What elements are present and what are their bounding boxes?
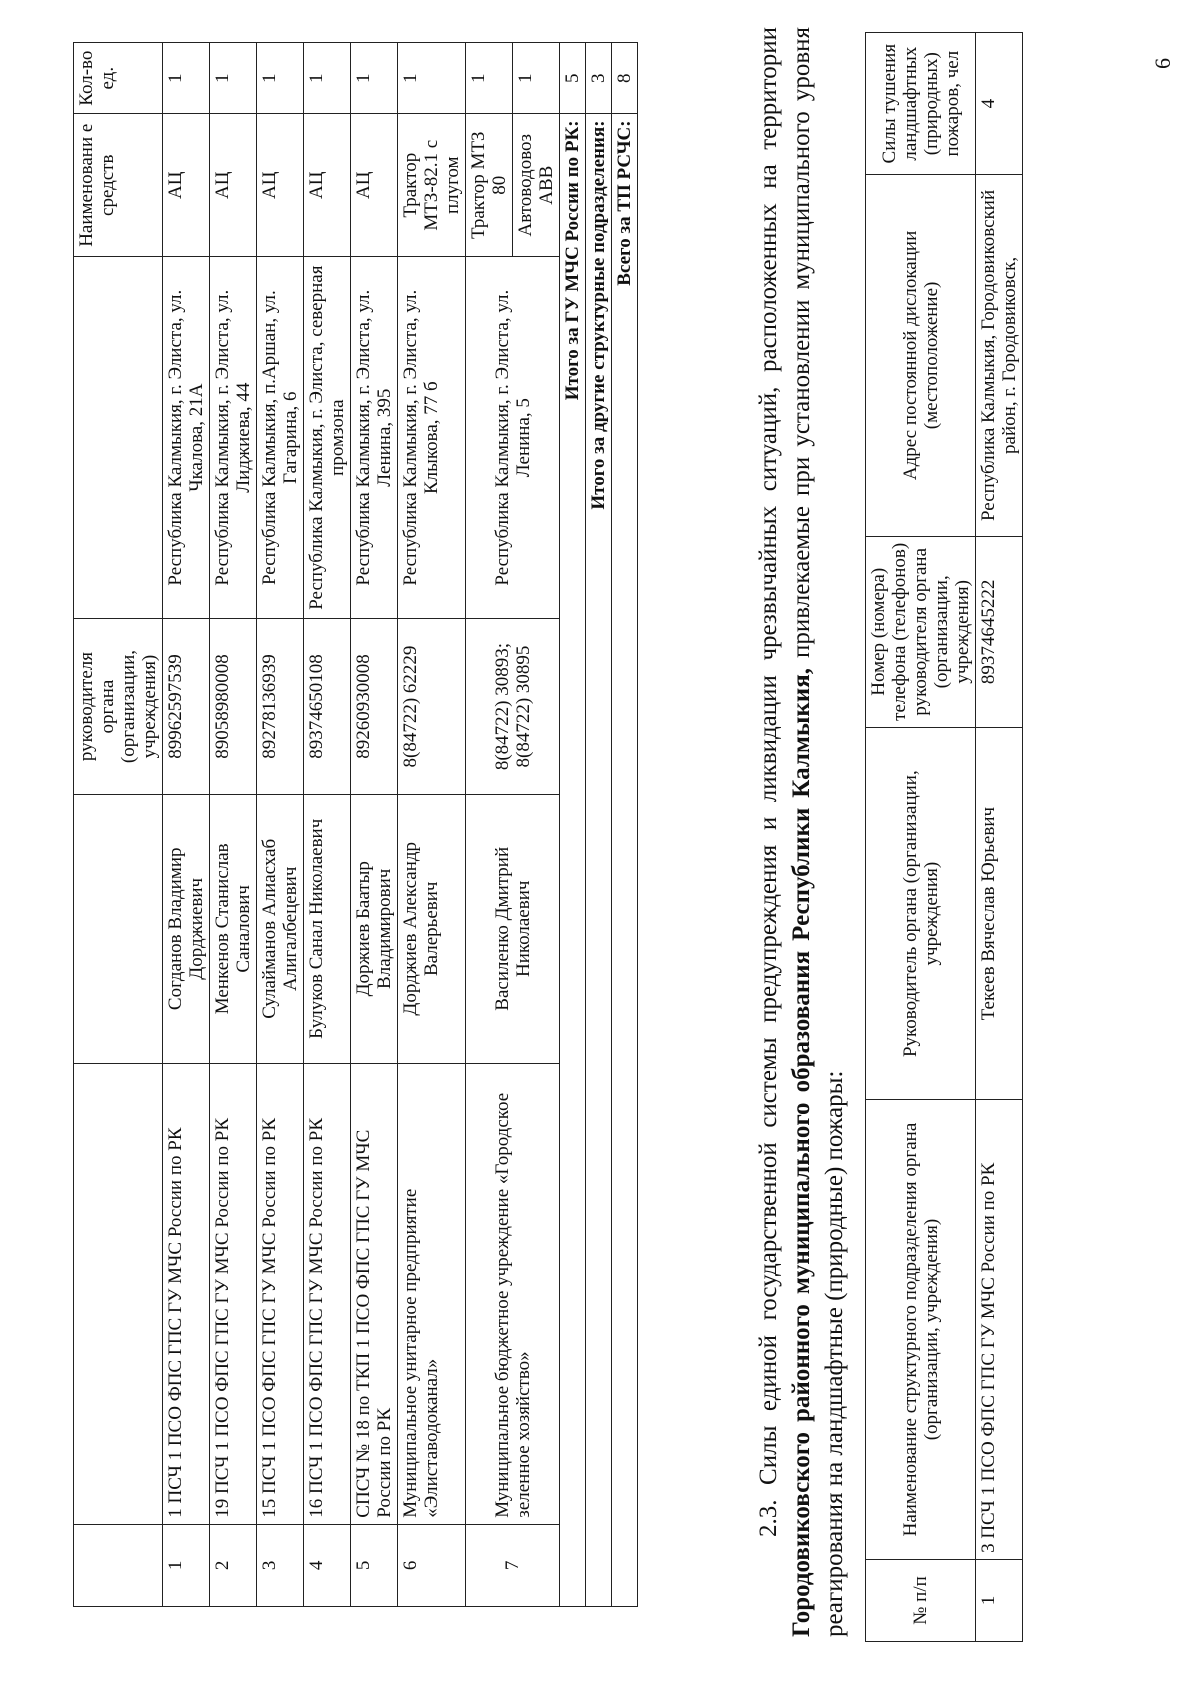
means: Трактор МТЗ-82.1 с плугом <box>398 114 466 257</box>
address: Республика Калмыкия, г. Элиста, северная промзона <box>304 257 351 619</box>
paragraph-bold-text: Городовиковского районного муниципального образования Республики Калмыкия, <box>788 668 815 1637</box>
means: АЦ <box>304 114 351 257</box>
quantity: 1 <box>466 43 513 114</box>
means: Трактор МТЗ 80 <box>466 114 513 257</box>
unit-name: СПСЧ № 18 по ТКП 1 ПСО ФПС ГПС ГУ МЧС России по РК <box>351 1063 398 1524</box>
address: Республика Калмыкия, г. Элиста, ул. Лиджиева, 44 <box>210 257 257 619</box>
total-label: Итого за другие структурные подразделения: <box>586 114 612 1607</box>
table-row <box>257 43 304 1607</box>
row-number: 4 <box>304 1524 351 1606</box>
total-value: 3 <box>586 43 612 114</box>
header-phone: руководителя органа (организации, учреждения) <box>74 619 163 795</box>
unit-name: 19 ПСЧ 1 ПСО ФПС ГПС ГУ МЧС России по РК <box>210 1063 257 1524</box>
phone: 89374650108 <box>304 619 351 795</box>
forces-table-gorodovikovsk <box>865 32 1023 1642</box>
header-qty: Кол-во ед. <box>74 43 163 114</box>
head-name: Менкенов Станислав Саналович <box>210 794 257 1063</box>
phone: 89278136939 <box>257 619 304 795</box>
unit-name: 15 ПСЧ 1 ПСО ФПС ГПС ГУ МЧС России по РК <box>257 1063 304 1524</box>
address: Республика Калмыкия, г. Элиста, ул. Чкалова, 21А <box>163 257 210 619</box>
unit-name: Муниципальное бюджетное учреждение «Городское зеленное хозяйство» <box>466 1063 560 1524</box>
unit-name: Муниципальное унитарное предприятие «Элиставодоканал» <box>398 1063 466 1524</box>
paragraph-text: 2.3. Силы единой государственной системы предупреждения и ликвидации чрезвычайных ситуаций, расположенных на территории <box>755 27 782 1537</box>
table-row <box>976 33 1023 1642</box>
total-row <box>560 43 586 1607</box>
quantity: 1 <box>210 43 257 114</box>
phone: 89058980008 <box>210 619 257 795</box>
header-forces: Силы тушения ландшафтных (природных) пожаров, чел <box>866 33 976 175</box>
address: Республика Калмыкия, г. Элиста, ул. Ленина, 395 <box>351 257 398 619</box>
table-row <box>163 43 210 1607</box>
means: АЦ <box>351 114 398 257</box>
section-paragraph <box>752 27 851 1637</box>
row-number: 6 <box>398 1524 466 1606</box>
table-row <box>351 43 398 1607</box>
row-number: 3 <box>257 1524 304 1606</box>
quantity: 1 <box>163 43 210 114</box>
row-number: 2 <box>210 1524 257 1606</box>
address: Республика Калмыкия, Городовиковский район, г. Городовиковск, <box>976 175 1023 536</box>
quantity: 1 <box>398 43 466 114</box>
total-label: Итого за ГУ МЧС России по РК: <box>560 114 586 1607</box>
means: АЦ <box>210 114 257 257</box>
row-number: 1 <box>163 1524 210 1606</box>
address: Республика Калмыкия, г. Элиста, ул. Клыкова, 77 б <box>398 257 466 619</box>
total-row <box>612 43 638 1607</box>
quantity: 1 <box>304 43 351 114</box>
unit-name: 16 ПСЧ 1 ПСО ФПС ГПС ГУ МЧС России по РК <box>304 1063 351 1524</box>
table-row <box>210 43 257 1607</box>
unit-name: 3 ПСЧ 1 ПСО ФПС ГПС ГУ МЧС России по РК <box>976 1100 1023 1560</box>
page-number: 6 <box>1150 58 1175 69</box>
row-number: 5 <box>351 1524 398 1606</box>
header-number: № п/п <box>866 1559 976 1641</box>
head-name: Дорджиев Александр Валерьевич <box>398 794 466 1063</box>
phone: 8(84722) 30893; 8(84722) 30895 <box>466 619 560 795</box>
head-name: Доржиев Баатыр Владимирович <box>351 794 398 1063</box>
row-number: 7 <box>466 1524 560 1606</box>
unit-name: 1 ПСЧ 1 ПСО ФПС ГПС ГУ МЧС России по РК <box>163 1063 210 1524</box>
forces-table-elista <box>73 42 638 1607</box>
head-name: Текеев Вячеслав Юрьевич <box>976 728 1023 1100</box>
table-row <box>398 43 466 1607</box>
table-header-row <box>866 33 976 1642</box>
header-head: Руководитель органа (организации, учреждения) <box>866 728 976 1100</box>
forces-count: 4 <box>976 33 1023 175</box>
row-number: 1 <box>976 1559 1023 1641</box>
paragraph-text: привлекаемые при установлении муниципального уровня реагирования на ландшафтные (природные) пожары: <box>788 27 848 1637</box>
head-name: Согданов Владимир Дорджиевич <box>163 794 210 1063</box>
head-name: Василенко Дмитрий Николаевич <box>466 794 560 1063</box>
total-row <box>586 43 612 1607</box>
header-address: Адрес постоянной дислокации (местоположение) <box>866 175 976 536</box>
address: Республика Калмыкия, г. Элиста, ул. Ленина, 5 <box>466 257 560 619</box>
phone: 8(84722) 62229 <box>398 619 466 795</box>
quantity: 1 <box>257 43 304 114</box>
table-row <box>304 43 351 1607</box>
header-unit: Наименование структурного подразделения органа (организации, учреждения) <box>866 1100 976 1560</box>
means: Автоводовоз АВВ <box>513 114 560 257</box>
phone: 89374645222 <box>976 536 1023 728</box>
means: АЦ <box>257 114 304 257</box>
total-value: 8 <box>612 43 638 114</box>
quantity: 1 <box>513 43 560 114</box>
address: Республика Калмыкия, п.Аршан, ул. Гагарина, 6 <box>257 257 304 619</box>
phone: 89962597539 <box>163 619 210 795</box>
phone: 89260930008 <box>351 619 398 795</box>
total-value: 5 <box>560 43 586 114</box>
means: АЦ <box>163 114 210 257</box>
head-name: Сулайманов Алиасхаб Алигалбецевич <box>257 794 304 1063</box>
total-label: Всего за ТП РСЧС: <box>612 114 638 1607</box>
header-phone: Номер (номера) телефона (телефонов) руководителя органа (организации, учреждения) <box>866 536 976 728</box>
table-row <box>466 43 513 1607</box>
head-name: Булуков Санал Николаевич <box>304 794 351 1063</box>
table-header-row <box>74 43 163 1607</box>
quantity: 1 <box>351 43 398 114</box>
header-means: Наименовани е средств <box>74 114 163 257</box>
